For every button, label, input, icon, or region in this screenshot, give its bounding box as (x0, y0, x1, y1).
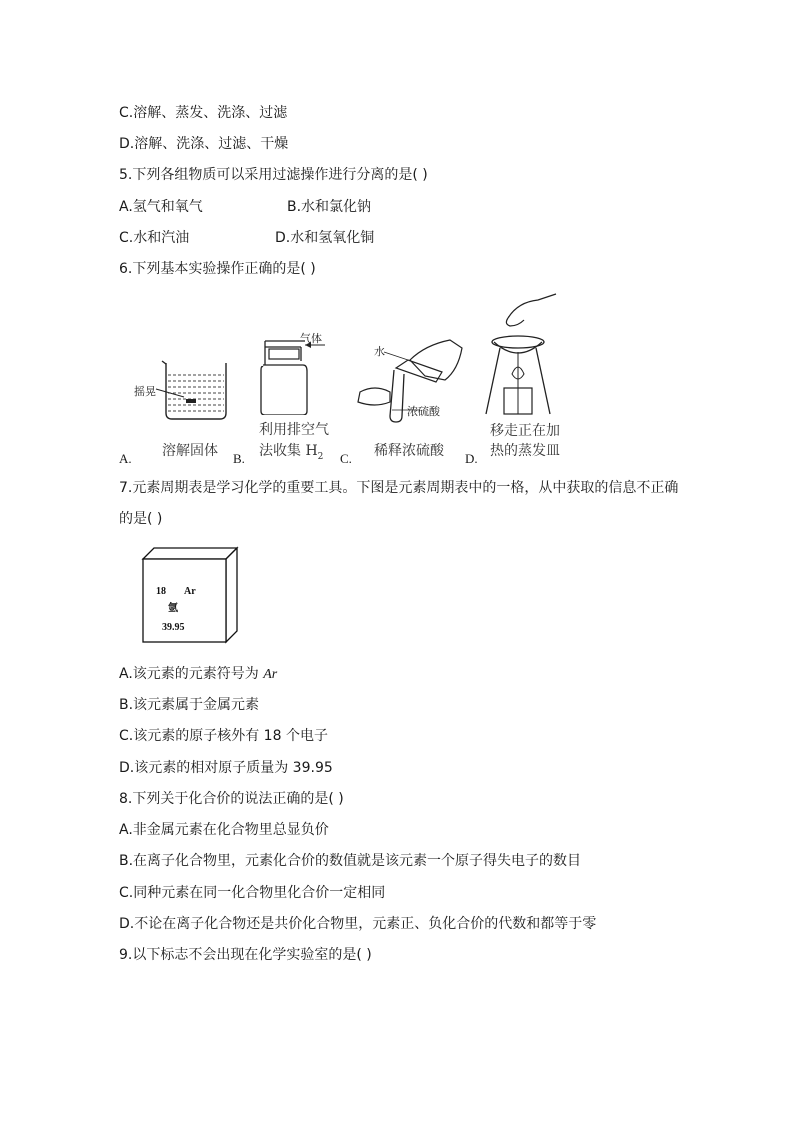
evaporating-dish-illustration (478, 290, 568, 420)
q6-fig-c-label-acid: 浓硫酸 (407, 405, 440, 418)
q6-fig-b-letter: B. (233, 451, 245, 466)
q6-fig-b-label-gas: 气体 (300, 332, 322, 345)
q6-fig-a-letter: A. (119, 451, 132, 466)
element-atomic-mass: 39.95 (162, 622, 185, 633)
q7-option-c: C.该元素的原子核外有 18 个电子 (119, 728, 328, 744)
q6-fig-c-label-water: 水 (374, 345, 385, 358)
q6-fig-b-caption-2: 法收集 $H_2$ (259, 443, 324, 462)
element-atomic-number: 18 (156, 586, 166, 597)
acid-dilution-illustration (350, 330, 470, 440)
q8-option-a: A.非金属元素在化合物里总显负价 (119, 822, 329, 838)
q4-option-c: C.溶解、蒸发、洗涤、过滤 (119, 105, 288, 121)
q5-option-a: A.氢气和氧气 (119, 199, 203, 215)
q6-fig-c-caption: 稀释浓硫酸 (374, 443, 444, 459)
element-name: 氩 (168, 603, 178, 614)
element-symbol: Ar (184, 586, 196, 597)
q6-fig-d-caption-2: 热的蒸发皿 (490, 443, 560, 459)
q7-option-b: B.该元素属于金属元素 (119, 697, 260, 713)
q5-option-b: B.水和氯化钠 (287, 199, 372, 215)
q5-stem: 5.下列各组物质可以采用过滤操作进行分离的是( ) (119, 167, 428, 183)
q6-fig-a-caption: 溶解固体 (162, 443, 218, 459)
q7-stem-line-2: 的是( ) (119, 511, 163, 527)
q7-option-d: D.该元素的相对原子质量为 39.95 (119, 760, 333, 776)
q6-fig-c-letter: C. (340, 451, 352, 466)
q6-fig-d-letter: D. (465, 451, 478, 466)
q6-stem: 6.下列基本实验操作正确的是( ) (119, 261, 316, 277)
q8-stem: 8.下列关于化合价的说法正确的是( ) (119, 791, 344, 807)
q9-stem: 9.以下标志不会出现在化学实验室的是( ) (119, 947, 372, 963)
q7-option-a: A.该元素的元素符号为 Ar (119, 666, 278, 682)
q5-option-c: C.水和汽油 (119, 230, 190, 246)
q5-option-d: D.水和氢氧化铜 (275, 230, 375, 246)
q8-option-c: C.同种元素在同一化合物里化合价一定相同 (119, 885, 386, 901)
q8-option-b: B.在离子化合物里，元素化合价的数值就是该元素一个原子得失电子的数目 (119, 853, 582, 869)
q6-fig-d-caption-1: 移走正在加 (490, 423, 560, 439)
q6-fig-b-caption-1: 利用排空气 (259, 422, 329, 438)
q7-stem-line-1: 7.元素周期表是学习化学的重要工具。下图是元素周期表中的一格，从中获取的信息不正确 (119, 480, 679, 496)
q6-fig-a-label-shake: 摇晃 (134, 385, 156, 398)
q4-option-d: D.溶解、洗涤、过滤、干燥 (119, 136, 289, 152)
q8-option-d: D.不论在离子化合物还是共价化合物里，元素正、负化合价的代数和都等于零 (119, 916, 597, 932)
